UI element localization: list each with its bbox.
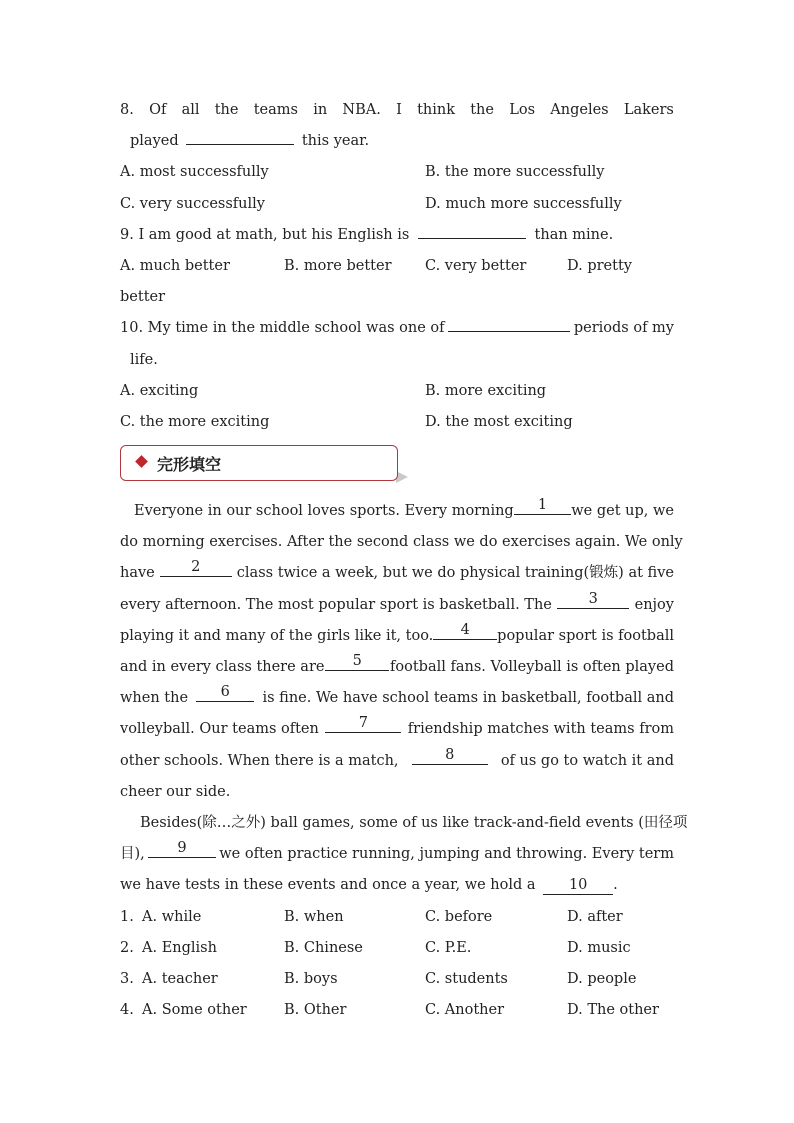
q8-word: the [470,102,494,118]
blank-1[interactable]: 1 [514,496,572,515]
q8-word: the [214,102,239,118]
blank-3[interactable]: 3 [557,590,629,609]
q8-word: Of [149,102,167,118]
passage-line-2: do morning exercises. After the second class we do exercises again. We only [120,534,683,551]
answer-number: 4. [120,1002,134,1019]
passage-line-1: Everyone in our school loves sports. Every morning 1 we get up, we [134,497,674,520]
diamond-icon [135,455,148,468]
q10-answer-blank[interactable] [448,313,570,332]
passage-line-3: have 2 class twice a week, but we do physical training(锻炼) at five [120,559,674,582]
answer-option-b[interactable]: B. Chinese [284,939,363,956]
answer-option-b[interactable]: B. Other [284,1002,347,1019]
q8-word: think [417,102,455,118]
q10-line-2: life. [130,351,158,368]
q10-option-a[interactable]: A. exciting [120,382,199,399]
answer-number: 1. [120,908,134,925]
heading-box [120,445,398,481]
answer-number: 3. [120,970,134,987]
q10-option-b[interactable]: B. more exciting [425,382,547,399]
answer-row-2 [120,933,674,964]
q10-options-row-2 [120,407,674,438]
passage-line-8: volleyball. Our teams often 7 friendship matches with teams from [120,715,674,738]
q9-option-d[interactable]: D. pretty [567,257,632,274]
blank-2[interactable]: 2 [160,558,232,577]
blank-7[interactable]: 7 [325,714,401,733]
blank-5[interactable]: 5 [325,652,389,671]
q9-option-d-wrap: better [120,289,166,306]
q8-word: I [396,102,402,118]
q10-option-c[interactable]: C. the more exciting [120,413,270,430]
answer-option-c[interactable]: C. students [425,970,508,987]
q8-option-b[interactable]: B. the more successfully [425,164,605,181]
passage-line-4: every afternoon. The most popular sport is basketball. The 3 enjoy [120,590,674,613]
q8-line-1 [120,95,674,126]
answer-option-b[interactable]: B. boys [284,970,338,987]
answer-option-c[interactable]: C. before [425,908,493,925]
q8-word: 8. [120,102,134,118]
q9-option-c[interactable]: C. very better [425,257,527,274]
q8-option-c[interactable]: C. very successfully [120,195,265,212]
blank-4[interactable]: 4 [433,621,497,640]
q9-option-a[interactable]: A. much better [120,257,230,274]
q8-line-2: played this year. [120,126,674,157]
answer-option-a[interactable]: A. while [142,908,202,925]
q9-answer-blank[interactable] [418,220,526,239]
answer-option-d[interactable]: D. after [567,908,623,925]
q9-option-b[interactable]: B. more better [284,257,392,274]
passage-line-5: playing it and many of the girls like it, too. 4 popular sport is football [120,621,674,644]
answer-number: 2. [120,939,134,956]
section-title: 完形填空 [157,455,222,475]
q9-options-row [120,251,674,282]
q10-options-row-1 [120,376,674,407]
answer-option-c[interactable]: C. Another [425,1002,505,1019]
q10-line-1: 10. My time in the middle school was one of periods of my [120,313,674,344]
answer-row-4 [120,995,674,1026]
q8-word: NBA. [342,102,381,118]
passage-line-9: other schools. When there is a match, 8 of us go to watch it and [120,746,674,769]
q8-word: Los [509,102,536,118]
answer-option-c[interactable]: C. P.E. [425,939,472,956]
answer-option-d[interactable]: D. people [567,970,637,987]
answer-row-3 [120,964,674,995]
q8-answer-blank[interactable] [186,126,294,145]
blank-9[interactable]: 9 [148,839,216,858]
q8-options-row-2 [120,189,674,220]
q8-option-d[interactable]: D. much more successfully [425,195,622,212]
blank-8[interactable]: 8 [412,746,488,765]
passage-line-7: when the 6 is fine. We have school teams in basketball, football and [120,684,674,707]
passage-line-12: 目), 9 we often practice running, jumping and throwing. Every term [120,840,674,863]
q8-word: all [181,102,200,118]
q10-option-d[interactable]: D. the most exciting [425,413,573,430]
q9-line-1: 9. I am good at math, but his English is than mine. [120,220,674,251]
passage-line-6: and in every class there are 5 football fans. Volleyball is often played [120,653,674,675]
q8-word: teams [253,102,298,118]
answer-option-b[interactable]: B. when [284,908,344,925]
passage-line-10: cheer our side. [120,783,231,800]
blank-6[interactable]: 6 [196,683,254,702]
blank-10[interactable]: 10 [543,876,613,895]
q8-word: Lakers [623,102,674,118]
q8-word: in [313,102,328,118]
answer-row-1 [120,902,674,933]
worksheet-page [120,95,688,1026]
passage-line-13: we have tests in these events and once a year, we hold a 10 . [120,877,618,894]
answer-option-d[interactable]: D. music [567,939,631,956]
q8-option-a[interactable]: A. most successfully [120,164,269,181]
answer-option-a[interactable]: A. teacher [142,970,218,987]
answer-option-a[interactable]: A. Some other [142,1002,247,1019]
q8-word: Angeles [550,102,609,118]
passage-line-11: Besides(除…之外) ball games, some of us like track-and-field events (田径项 [140,814,688,831]
answer-option-a[interactable]: A. English [142,939,217,956]
cloze-section-heading [120,445,674,487]
q8-options-row-1 [120,157,674,188]
answer-option-d[interactable]: D. The other [567,1002,659,1019]
